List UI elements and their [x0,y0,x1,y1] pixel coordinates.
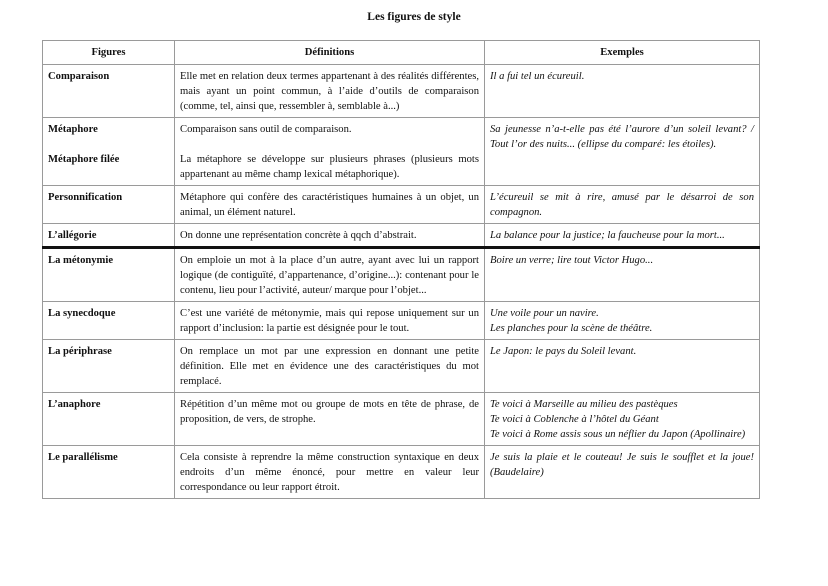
figure-definition: On emploie un mot à la place d’un autre, ayant avec lui un rapport logique (de contiguïté, d’appartenance, d’origine...): contenant pour le contenu, lieu pour l’activité, auteur/ marque pour l’objet... [175,248,485,302]
figure-name: La métonymie [43,248,175,302]
definition-metaphore: Comparaison sans outil de comparaison. [180,124,352,135]
table-row [43,118,760,186]
figure-example [485,393,760,446]
table-row [43,248,760,302]
header-exemples: Exemples [485,41,760,65]
figure-name: La synecdoque [43,302,175,340]
figure-name-metaphore-filee: Métaphore filée [48,154,120,165]
page-title: Les figures de style [367,11,461,23]
example-line: Une voile pour un navire. [490,308,599,319]
table-row [43,186,760,224]
figures-table [42,40,760,499]
figure-example: Le Japon: le pays du Soleil levant. [485,340,760,393]
figure-definition [175,118,485,186]
table-row [43,224,760,248]
figure-definition: C’est une variété de métonymie, mais qui repose uniquement sur un rapport d’inclusion: la partie est désignée pour le tout. [175,302,485,340]
figure-name [43,118,175,186]
figure-example: Je suis la plaie et le couteau! Je suis le soufflet et la joue! (Baudelaire) [485,446,760,499]
figure-example: La balance pour la justice; la faucheuse pour la mort... [485,224,760,248]
figure-name: L’anaphore [43,393,175,446]
figure-name: L’allégorie [43,224,175,248]
definition-metaphore-filee: La métaphore se développe sur plusieurs phrases (plusieurs mots appartenant au même champ lexical métaphorique). [180,154,479,180]
figure-name: La périphrase [43,340,175,393]
example-line: Te voici à Rome assis sous un néflier du Japon (Apollinaire) [490,429,746,440]
table-row [43,340,760,393]
figure-definition: On remplace un mot par une expression en donnant une petite définition. Elle met en évidence une des caractéristiques du mot remplacé. [175,340,485,393]
figure-example: Il a fui tel un écureuil. [485,65,760,118]
header-figures: Figures [43,41,175,65]
table-row [43,65,760,118]
figure-definition: Elle met en relation deux termes appartenant à des réalités différentes, mais ayant un point commun, à l’aide d’outils de comparaison (comme, tel, ainsi que, ressembler à, semblable à...) [175,65,485,118]
table-row [43,446,760,499]
figure-name: Personnification [43,186,175,224]
figure-example: Sa jeunesse n’a-t-elle pas été l’aurore d’un soleil levant? / Tout l’or des nuits... (ellipse du comparé: les étoiles). [485,118,760,186]
figure-definition: Répétition d’un même mot ou groupe de mots en tête de phrase, de proposition, de vers, de strophe. [175,393,485,446]
figure-example: L’écureuil se mit à rire, amusé par le désarroi de son compagnon. [485,186,760,224]
table-header-row [43,41,760,65]
figure-name: Comparaison [43,65,175,118]
figure-definition: On donne une représentation concrète à qqch d’abstrait. [175,224,485,248]
figure-definition: Métaphore qui confère des caractéristiques humaines à un objet, un animal, un élément naturel. [175,186,485,224]
figure-example [485,302,760,340]
example-line: Te voici à Marseille au milieu des pastèques [490,399,678,410]
figure-name-metaphore: Métaphore [48,124,98,135]
header-definitions: Définitions [175,41,485,65]
example-line: Les planches pour la scène de théâtre. [490,323,653,334]
table-row [43,302,760,340]
figure-definition: Cela consiste à reprendre la même construction syntaxique en deux endroits d’un même énoncé, pour mettre en valeur leur correspondance ou leur rapport étroit. [175,446,485,499]
figure-name: Le parallélisme [43,446,175,499]
example-line: Te voici à Coblenche à l’hôtel du Géant [490,414,659,425]
figure-example: Boire un verre; lire tout Victor Hugo... [485,248,760,302]
table-row [43,393,760,446]
